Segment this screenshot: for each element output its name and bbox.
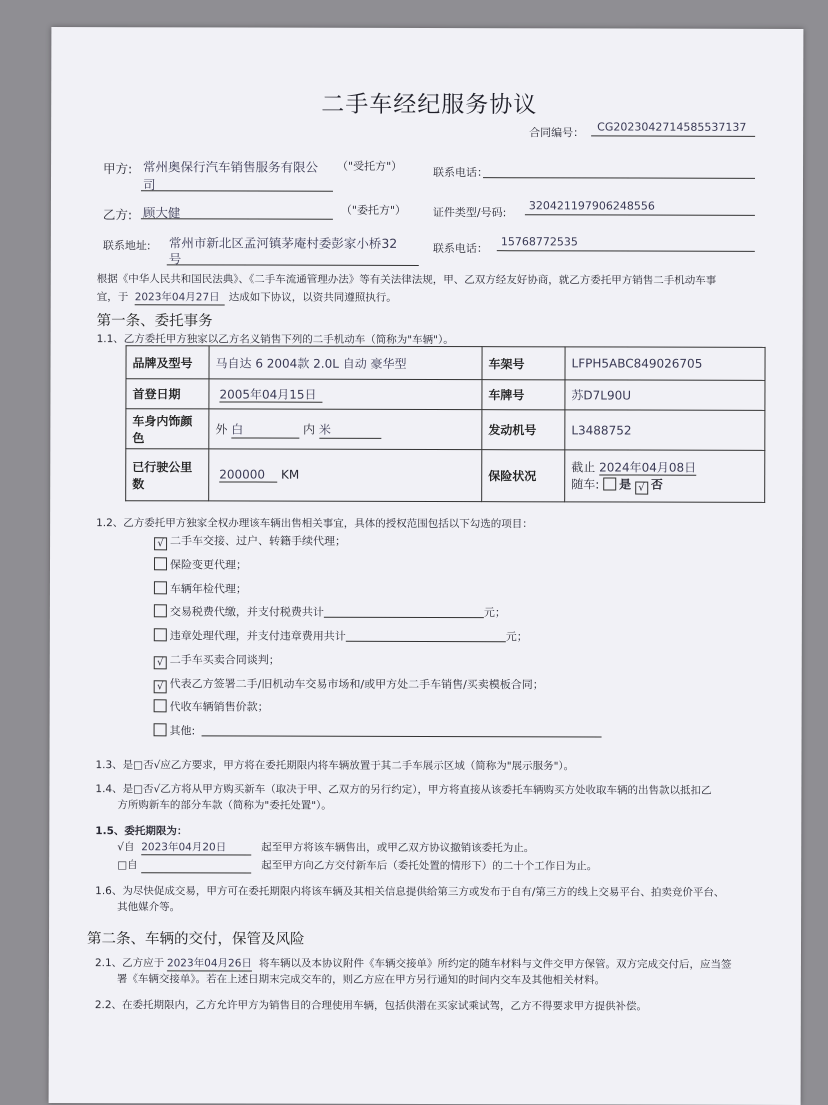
id-label: 证件类型/号码: (432, 206, 507, 220)
party-a-name-line1: 常州奥保行汽车销售服务有限公 (143, 159, 319, 175)
term-option-b-text: 起至甲方向乙方交付新车后（委托处置的情形下）的二十个工作日为止。 (261, 859, 598, 873)
id-number: 320421197906248556 (528, 199, 655, 213)
party-b-label: 乙方: (102, 207, 133, 223)
option-suffix: 元； (505, 630, 528, 644)
mileage-value: 200000 (219, 467, 277, 482)
phone-label: 联系电话： (432, 242, 488, 256)
address-label: 联系地址: (102, 239, 151, 253)
option-checkbox[interactable] (154, 581, 167, 594)
party-b-role: （"委托方"） (340, 203, 407, 217)
ins-with-label: 随车: (571, 476, 600, 491)
reg-date-cell (209, 379, 482, 410)
color-cell (209, 409, 482, 450)
brand-label: 品牌及型号 (126, 346, 209, 379)
clause-1-4-line1: 1.4、是□否√乙方将从甲方购买新车（取决于甲、乙双方的另行约定），甲方将直接从该委托车辆购买方处收取车辆的出售款以抵扣乙 (95, 783, 712, 797)
insurance-cell (565, 450, 765, 503)
option-row (154, 627, 528, 644)
option-checkbox[interactable]: √ (154, 656, 167, 669)
option-text: 二手车买卖合同谈判； (169, 653, 280, 667)
option-text: 代收车辆销售价款； (169, 700, 269, 714)
delivery-date: 2023年04月26日 (166, 957, 252, 970)
vin-label: 车架号 (482, 347, 565, 380)
color-out-value: 白 (231, 420, 299, 438)
option-checkbox[interactable] (154, 699, 167, 712)
insurance-label: 保险状况 (482, 450, 565, 502)
ins-no-checkbox[interactable]: √ (635, 481, 648, 494)
contract-no: CG2023042714585537137 (597, 120, 747, 134)
party-a-label: 甲方: (103, 161, 133, 177)
reg-date-label: 首登日期 (126, 379, 209, 409)
section-1-title: 第一条、委托事务 (96, 313, 213, 330)
clause-2-2: 2.2、在委托期限内，乙方允许甲方为销售目的合理使用车辆，包括供潜在买家试乘试驾，乙方不得要求甲方提供补偿。 (94, 999, 648, 1013)
option-checkbox[interactable] (154, 604, 167, 617)
phone-number: 15768772535 (500, 235, 578, 249)
clause-2-1-a: 2.1、乙方应于 (94, 957, 165, 970)
option-row (154, 651, 280, 669)
party-a-name-line2: 司 (142, 177, 156, 193)
clause-1-6-line2: 其他媒介等。 (117, 901, 181, 914)
option-checkbox[interactable] (154, 557, 167, 570)
option-text: 保险变更代理； (169, 558, 248, 572)
option-text: 代表乙方签署二手/旧机动车交易市场和/或甲方处二手车销售/买卖模板合同； (169, 677, 544, 692)
plate-value: 苏D7L90U (565, 380, 765, 411)
clause-2-1-b: 将车辆以及本协议附件《车辆交接单》所约定的随车材料与文件交甲方保管。双方完成交付后，应当签 (258, 957, 732, 971)
clause-1-6-line1: 1.6、为尽快促成交易，甲方可在委托期限内将该车辆及其相关信息提供给第三方或发布于自有/第三方的线上交易平台、拍卖竞价平台、 (95, 885, 725, 899)
clause-1-1: 1.1、乙方委托甲方独家以乙方名义销售下列的二手机动车（简称为"车辆"）。 (96, 333, 454, 347)
party-a-role: （"受托方"） (337, 159, 403, 173)
option-text: 其他: (169, 724, 196, 738)
mileage-cell (209, 449, 482, 502)
ins-yes-label: 是 (619, 477, 632, 492)
option-row (154, 556, 247, 572)
clause-1-2: 1.2、乙方委托甲方独家全权办理该车辆出售相关事宜，具体的授权范围包括以下勾选的项目： (96, 517, 533, 531)
ins-no-label: 否 (650, 477, 663, 492)
clause-1-4-line2: 方所购新车的部分车款（简称为"委托处置"）。 (117, 799, 332, 812)
option-checkbox[interactable] (154, 628, 167, 641)
section-2-title: 第二条、车辆的交付，保管及风险 (87, 931, 305, 948)
document-title: 二手车经纪服务协议 (321, 91, 538, 119)
option-row (154, 603, 506, 620)
option-row (154, 580, 247, 596)
vin-value: LFPH5ABC849026705 (565, 347, 765, 381)
mileage-label: 已行驶公里数 (126, 449, 209, 501)
address-line1: 常州市新北区孟河镇茅庵村委彭家小桥32 (168, 235, 398, 251)
color-label: 车身内饰颜色 (126, 409, 209, 449)
ins-until-prefix: 截止 (571, 459, 596, 474)
clause-1-5: 1.5、委托期限为： (95, 825, 188, 838)
clause-1-3: 1.3、是□否√应乙方要求，甲方将在委托期限内将车辆放置于其二手车展示区域（简称为"展示服务"）。 (95, 759, 575, 773)
intro-line2-b: 达成如下协议，以资共同遵照执行。 (228, 291, 397, 304)
contract-page (49, 27, 804, 1105)
option-row (154, 532, 346, 551)
option-checkbox[interactable]: √ (154, 537, 167, 550)
vehicle-table (125, 345, 765, 503)
address-line2: 号 (168, 251, 182, 267)
term-option-a-text: 起至甲方将该车辆售出，或甲乙双方协议撤销该委托为止。 (261, 841, 535, 855)
option-row (154, 675, 544, 694)
party-a-phone-label: 联系电话： (433, 166, 489, 180)
color-in-value: 米 (319, 420, 381, 438)
option-row (154, 722, 602, 739)
mileage-unit: KM (281, 467, 300, 482)
party-b-name: 顾大健 (142, 205, 181, 221)
option-text: 车辆年检代理； (169, 582, 247, 596)
option-suffix: 元； (483, 606, 506, 620)
plate-label: 车牌号 (482, 380, 565, 410)
option-text: 二手车交接、过户、转籍手续代理； (170, 534, 347, 548)
term-start-date: 2023年04月20日 (141, 839, 251, 855)
ins-yes-checkbox[interactable] (603, 477, 616, 490)
term-option-a-prefix: √自 (117, 841, 135, 854)
engine-label: 发动机号 (482, 410, 565, 450)
engine-value: L3488752 (565, 410, 765, 451)
intro-line2-a: 宜，于 (96, 291, 129, 304)
option-checkbox[interactable] (154, 723, 167, 736)
clause-2-1-line2: 署《车辆交接单》。若在上述日期末完成交车的，则乙方应在甲方另行通知的时间内交车及其他相关材料。 (116, 973, 606, 987)
intro-date: 2023年04月27日 (135, 289, 225, 305)
contract-no-label: 合同编号： (529, 126, 585, 140)
brand-value: 马自达 6 2004款 2.0L 自动 豪华型 (209, 346, 482, 380)
intro-line1: 根据《中华人民共和国民法典》、《二手车流通管理办法》等有关法律法规，甲、乙双方经友好协商，就乙方委托甲方销售二手机动车事 (96, 273, 717, 287)
option-text: 违章处理代理，并支付违章费用共计 (169, 629, 346, 643)
term-option-b-prefix: □自 (117, 859, 138, 872)
color-in-prefix: 内 (303, 422, 316, 437)
option-row (154, 698, 269, 714)
ins-until-date: 2024年04月08日 (599, 459, 697, 475)
option-text: 交易税费代缴，并支付税费共计 (169, 605, 324, 619)
color-out-prefix: 外 (215, 421, 228, 436)
reg-date-value: 2005年04月15日 (219, 387, 322, 402)
option-checkbox[interactable]: √ (154, 680, 167, 693)
